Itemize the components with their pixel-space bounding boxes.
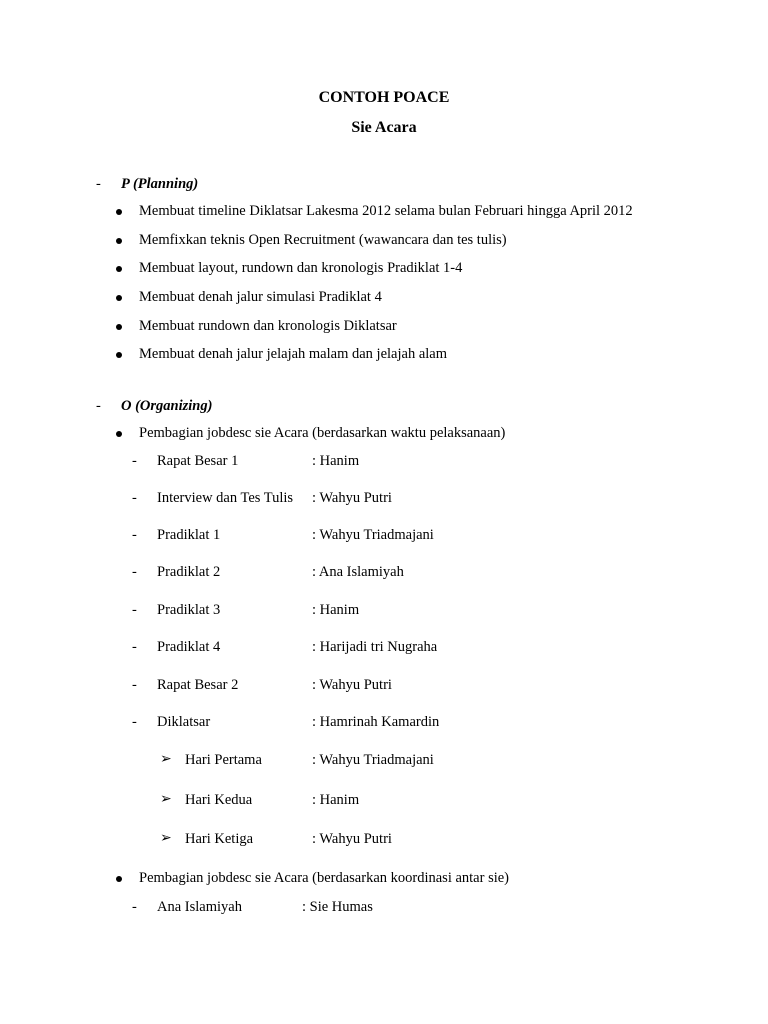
row-dash: -	[132, 453, 137, 469]
planning-item: Memfixkan teknis Open Recruitment (wawancara dan tes tulis)	[139, 232, 507, 248]
row-dash: -	[132, 490, 137, 506]
arrow-icon: ➢	[160, 831, 172, 846]
coordination-value: : Sie Humas	[302, 899, 373, 915]
document-title: CONTOH POACE	[318, 89, 450, 106]
assignment-name: Rapat Besar 1	[157, 453, 239, 469]
assignment-value: : Hanim	[312, 602, 360, 618]
planning-item: Membuat layout, rundown dan kronologis Pradiklat 1-4	[139, 260, 463, 276]
bullet-icon	[116, 431, 122, 437]
planning-dash: -	[96, 176, 101, 192]
assignment-value: : Hamrinah Kamardin	[312, 714, 440, 730]
bullet-icon	[116, 238, 122, 244]
organizing-heading: O (Organizing)	[121, 398, 213, 414]
day-name: Hari Kedua	[185, 792, 253, 808]
planning-heading: P (Planning)	[121, 176, 199, 192]
arrow-icon: ➢	[160, 752, 172, 767]
bullet-icon	[116, 876, 122, 882]
assignment-value: : Wahyu Putri	[312, 677, 392, 693]
assignment-value: : Hanim	[312, 453, 360, 469]
assignment-name: Pradiklat 2	[157, 564, 221, 580]
bullet-icon	[116, 295, 122, 301]
document-subtitle: Sie Acara	[351, 119, 417, 136]
row-dash: -	[132, 639, 137, 655]
planning-item: Membuat denah jalur simulasi Pradiklat 4	[139, 289, 382, 305]
section-label: Pembagian jobdesc sie Acara (berdasarkan koordinasi antar sie)	[139, 870, 510, 886]
assignment-name: Pradiklat 4	[157, 639, 221, 655]
planning-item: Membuat rundown dan kronologis Diklatsar	[139, 318, 397, 334]
planning-item: Membuat denah jalur jelajah malam dan jelajah alam	[139, 346, 447, 362]
bullet-icon	[116, 352, 122, 358]
coordination-name: Ana Islamiyah	[157, 899, 242, 915]
assignment-value: : Wahyu Putri	[312, 490, 392, 506]
arrow-icon: ➢	[160, 792, 172, 807]
section-label: Pembagian jobdesc sie Acara (berdasarkan waktu pelaksanaan)	[139, 425, 506, 441]
row-dash: -	[132, 602, 137, 618]
row-dash: -	[132, 714, 137, 730]
row-dash: -	[132, 899, 137, 915]
assignment-name: Pradiklat 3	[157, 602, 221, 618]
assignment-name: Diklatsar	[157, 714, 211, 730]
day-value: : Wahyu Putri	[312, 831, 392, 847]
assignment-name: Rapat Besar 2	[157, 677, 239, 693]
bullet-icon	[116, 209, 122, 215]
bullet-icon	[116, 266, 122, 272]
row-dash: -	[132, 677, 137, 693]
assignment-value: : Harijadi tri Nugraha	[312, 639, 438, 655]
row-dash: -	[132, 564, 137, 580]
day-name: Hari Ketiga	[185, 831, 254, 847]
assignment-value: : Ana Islamiyah	[312, 564, 404, 580]
day-name: Hari Pertama	[185, 752, 262, 768]
row-dash: -	[132, 527, 137, 543]
planning-item: Membuat timeline Diklatsar Lakesma 2012 selama bulan Februari hingga April 2012	[139, 203, 633, 219]
assignment-value: : Wahyu Triadmajani	[312, 527, 434, 543]
assignment-name: Interview dan Tes Tulis	[157, 490, 294, 506]
day-value: : Wahyu Triadmajani	[312, 752, 434, 768]
organizing-dash: -	[96, 398, 101, 414]
assignment-name: Pradiklat 1	[157, 527, 221, 543]
day-value: : Hanim	[312, 792, 360, 808]
bullet-icon	[116, 324, 122, 330]
